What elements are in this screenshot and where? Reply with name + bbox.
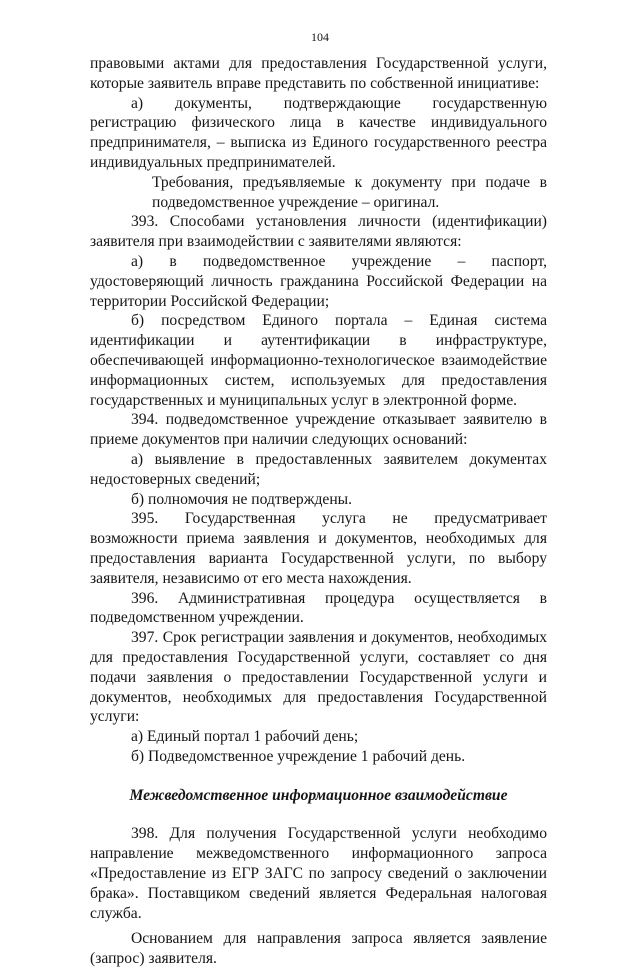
paragraph: правовыми актами для предоставления Государственной услуги, которые заявитель вправе представить по собственной инициативе:	[90, 55, 547, 92]
paragraph: б) Подведомственное учреждение 1 рабочий день.	[131, 747, 466, 765]
paragraph: 396. Административная процедура осуществляется в подведомственном учреждении.	[90, 589, 547, 627]
paragraph: а) документы, подтверждающие государственную регистрацию физического лица в качестве индивидуального предпринимателя, – выписка из Единого государственного реестра индивидуальных предпринимателей.	[90, 94, 547, 171]
paragraph: б) посредством Единого портала – Единая система идентификации и аутентификации в инфраструктуре, обеспечивающей информационно-технологическое взаимодействие информационных систем, используемых для предоставления государственных и муниципальных услуг в электронной форме.	[90, 312, 547, 409]
paragraph: а) в подведомственное учреждение – паспорт, удостоверяющий личность гражданина Российской Федерации на территории Российской Федерации;	[90, 252, 547, 310]
paragraph: Требования, предъявляемые к документу при подаче в подведомственное учреждение – оригинал.	[152, 173, 547, 211]
paragraph: 394. подведомственное учреждение отказывает заявителю в приеме документов при наличии следующих оснований:	[90, 411, 547, 449]
paragraph: а) Единый портал 1 рабочий день;	[131, 728, 359, 746]
page-number: 104	[311, 30, 329, 44]
document-body	[90, 54, 547, 969]
section-spacer	[90, 805, 547, 824]
paragraph: 398. Для получения Государственной услуги необходимо направление межведомственного информационного запроса «Предоставление из ЕГР ЗАГС по запросу сведений о заключении брака». Поставщиком сведений является Федеральная налоговая служба.	[90, 825, 547, 922]
section-spacer	[90, 767, 547, 786]
section-heading: Межведомственное информационное взаимодействие	[129, 786, 508, 804]
paragraph: 393. Способами установления личности (идентификации) заявителя при взаимодействии с заявителями являются:	[90, 213, 547, 251]
paragraph: Основанием для направления запроса является заявление (запрос) заявителя.	[90, 930, 547, 968]
paragraph: б) полномочия не подтверждены.	[131, 490, 353, 508]
paragraph: а) выявление в предоставленных заявителем документах недостоверных сведений;	[90, 450, 547, 488]
paragraph: 397. Срок регистрации заявления и документов, необходимых для предоставления Государственной услуги, составляет со дня подачи заявления о предоставлении Государственной услуги и документов, необходимых для предоставления Государственной услуги:	[90, 629, 547, 726]
paragraph: 395. Государственная услуга не предусматривает возможности приема заявления и документов, необходимых для предоставления варианта Государственной услуги, по выбору заявителя, независимо от его места нахождения.	[90, 510, 547, 587]
